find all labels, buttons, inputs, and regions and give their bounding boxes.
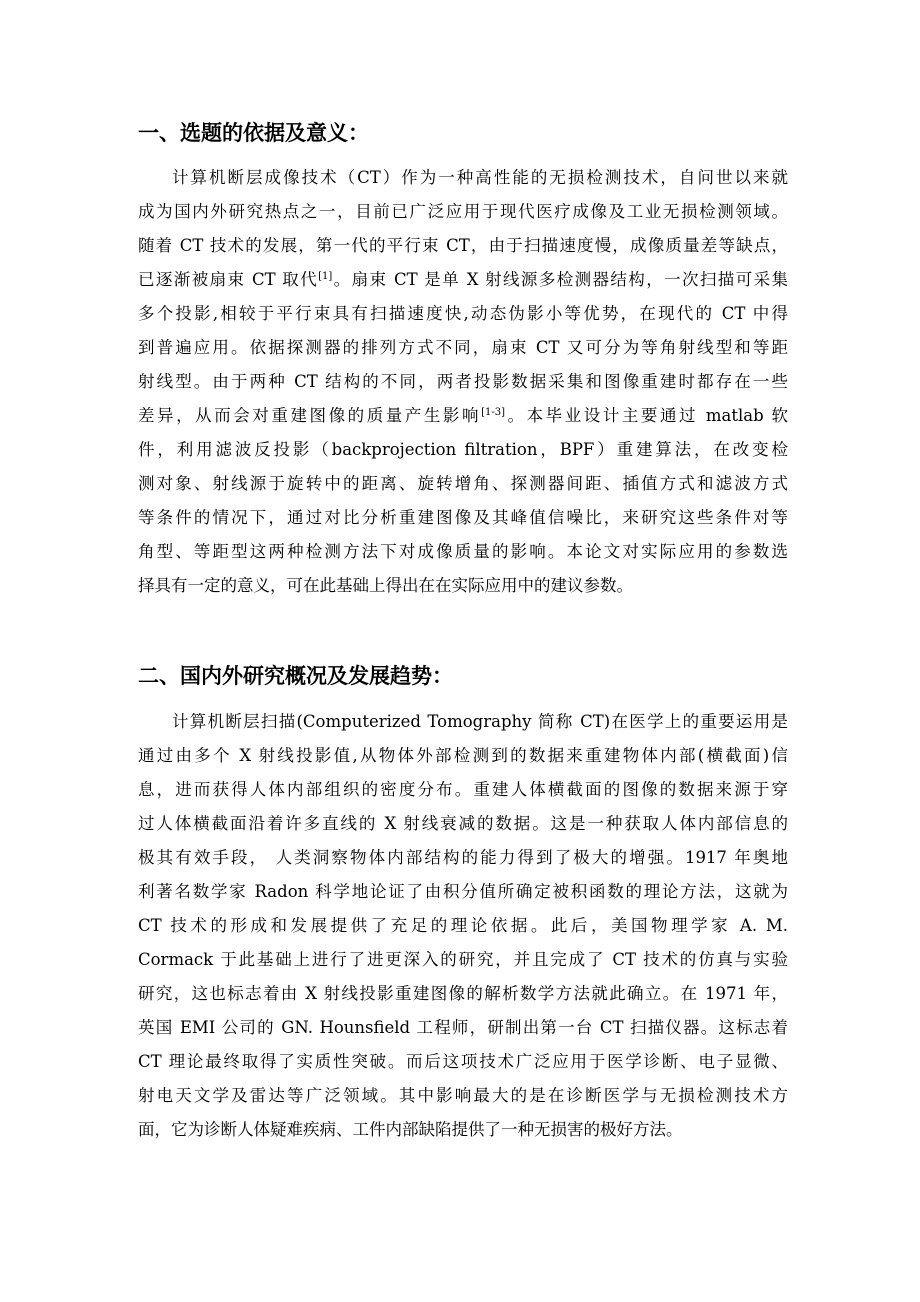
text-line: 射线型。由于两种 CT 结构的不同，两者投影数据采集和图像重建时都存在一些 — [138, 372, 788, 391]
citation-ref: [1-3] — [481, 407, 505, 418]
text-line: 利著名数学家 Radon 科学地论证了由积分值所确定被积函数的理论方法，这就为 — [138, 882, 788, 901]
text-segment: 。本毕业设计主要通过 matlab 软 — [504, 406, 789, 425]
text-line: 多个投影,相较于平行束具有扫描速度快,动态伪影小等优势，在现代的 CT 中得 — [138, 304, 788, 323]
text-line: 息，进而获得人体内部组织的密度分布。重建人体横截面的图像的数据来源于穿 — [138, 780, 788, 799]
text-line: 测对象、射线源于旋转中的距离、旋转增角、探测器间距、插值方式和滤波方式 — [138, 474, 788, 493]
text-line: 角型、等距型这两种检测方法下对成像质量的影响。本论文对实际应用的参数选 — [138, 542, 788, 561]
text-line: 过人体横截面沿着许多直线的 X 射线衰减的数据。这是一种获取人体内部信息的 — [138, 814, 788, 833]
text-line: 英国 EMI 公司的 GN. Hounsfield 工程师，研制出第一台 CT 扫描仪器。这标志着 — [138, 1018, 788, 1037]
text-line: 研究，这也标志着由 X 射线投影重建图像的解析数学方法就此确立。在 1971 年， — [138, 984, 788, 1003]
text-line: 面，它为诊断人体疑难疾病、工件内部缺陷提供了一种无损害的极好方法。 — [138, 1120, 683, 1139]
section2-heading: 二、国内外研究概况及发展趋势： — [138, 664, 453, 688]
section2-paragraph — [138, 705, 788, 1147]
text-line: 极其有效手段， 人类洞察物体内部结构的能力得到了极大的增强。1917 年奥地 — [138, 848, 788, 867]
text-line: Cormack 于此基础上进行了进更深入的研究，并且完成了 CT 技术的仿真与实验 — [138, 950, 788, 969]
section1-paragraph — [138, 161, 788, 603]
text-line: 通过由多个 X 射线投影值,从物体外部检测到的数据来重建物体内部(横截面)信 — [138, 746, 788, 765]
text-line: 射电天文学及雷达等广泛领域。其中影响最大的是在诊断医学与无损检测技术方 — [138, 1086, 788, 1105]
text-segment: 。扇束 CT 是单 X 射线源多检测器结构，一次扫描可采集 — [332, 270, 788, 289]
text-line: CT 理论最终取得了实质性突破。而后这项技术广泛应用于医学诊断、电子显微、 — [138, 1052, 788, 1071]
text-line: 到普遍应用。依据探测器的排列方式不同，扇束 CT 又可分为等角射线型和等距 — [138, 338, 788, 357]
text-segment: 差异，从而会对重建图像的质量产生影响 — [138, 406, 482, 425]
section1-heading: 一、选题的依据及意义： — [138, 121, 369, 145]
text-line: 等条件的情况下，通过对比分析重建图像及其峰值信噪比，来研究这些条件对等 — [138, 508, 788, 527]
text-line: 成为国内外研究热点之一，目前已广泛应用于现代医疗成像及工业无损检测领域。 — [138, 202, 788, 221]
text-line: 择具有一定的意义，可在此基础上得出在在实际应用中的建议参数。 — [138, 576, 633, 595]
text-segment: 已逐渐被扇束 CT 取代 — [138, 270, 319, 289]
text-line: CT 技术的形成和发展提供了充足的理论依据。此后，美国物理学家 A. M. — [138, 916, 788, 935]
text-line: 计算机断层成像技术（CT）作为一种高性能的无损检测技术，自问世以来就 — [172, 168, 788, 187]
text-line: 件，利用滤波反投影（backprojection filtration，BPF）重建算法，在改变检 — [138, 440, 788, 459]
text-line — [138, 263, 788, 297]
citation-ref: [1] — [318, 271, 333, 282]
text-line — [138, 399, 788, 433]
text-line: 随着 CT 技术的发展，第一代的平行束 CT，由于扫描速度慢，成像质量差等缺点， — [138, 236, 788, 255]
text-line: 计算机断层扫描(Computerized Tomography 简称 CT)在医学上的重要运用是 — [172, 712, 788, 731]
